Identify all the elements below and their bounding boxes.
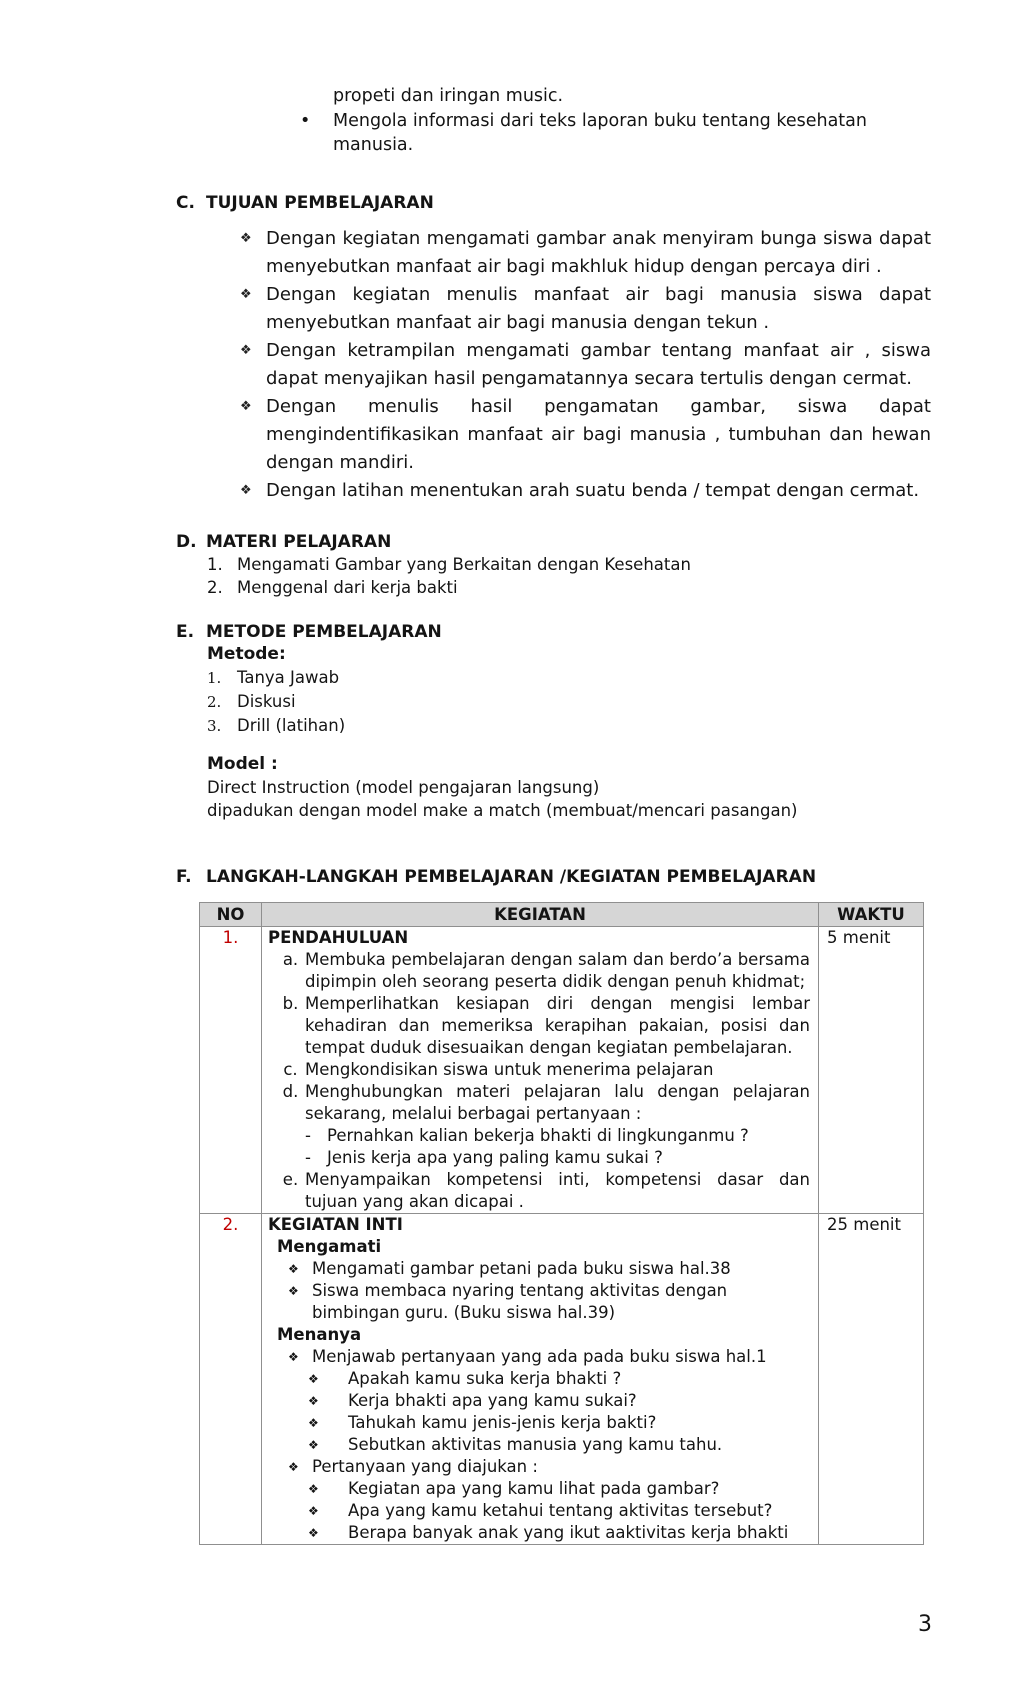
tujuan-item: [240, 477, 931, 505]
tujuan-text: Dengan menulis hasil pengamatan gambar, siswa dapat mengindentifikasikan manfaat air bagi manusia , tumbuhan dan hewan dengan mandiri.: [266, 396, 931, 473]
item-text: Kegiatan apa yang kamu lihat pada gambar?: [348, 1479, 720, 1498]
list-item: [268, 1258, 810, 1280]
dash-text: Jenis kerja apa yang paling kamu sukai ?: [327, 1148, 663, 1167]
langkah-table: [199, 902, 924, 1545]
nested-list-item: [268, 1390, 810, 1412]
item-label: d.: [282, 1082, 299, 1101]
tujuan-item: [240, 225, 931, 281]
materi-item: [207, 576, 691, 599]
item-number: 2.: [207, 578, 223, 597]
tujuan-item: [240, 393, 931, 477]
row-kegiatan: [262, 1214, 819, 1545]
item-text: Mengamati Gambar yang Berkaitan dengan Kesehatan: [237, 555, 691, 574]
section-title: TUJUAN PEMBELAJARAN: [206, 193, 434, 213]
diamond-bullet-icon: ❖: [240, 399, 252, 414]
section-title: LANGKAH-LANGKAH PEMBELAJARAN /KEGIATAN PEMBELAJARAN: [206, 867, 817, 887]
metode-item: [207, 666, 345, 690]
item-text: Menghubungkan materi pelajaran lalu dengan pelajaran sekarang, melalui berbagai pertanyaan :: [305, 1082, 810, 1123]
list-item: [268, 1059, 810, 1081]
row-waktu: 25 menit: [819, 1214, 924, 1545]
nested-list-item: [268, 1522, 810, 1544]
diamond-bullet-icon: ❖: [240, 483, 252, 498]
diamond-bullet-icon: ❖: [240, 287, 252, 302]
row-title: PENDAHULUAN: [268, 928, 409, 947]
item-text: Mengkondisikan siswa untuk menerima pelajaran: [305, 1060, 714, 1079]
metode-item: [207, 690, 345, 714]
item-number: 3.: [207, 717, 222, 735]
model-line: Direct Instruction (model pengajaran langsung): [207, 778, 600, 797]
tujuan-list: [240, 225, 931, 505]
diamond-bullet-icon: ❖: [308, 1372, 319, 1386]
item-text: Siswa membaca nyaring tentang aktivitas dengan bimbingan guru. (Buku siswa hal.39): [312, 1281, 728, 1322]
bullet-text-line: manusia.: [333, 135, 414, 155]
metode-label: Metode:: [207, 644, 286, 664]
item-text: Berapa banyak anak yang ikut aaktivitas kerja bhakti: [348, 1523, 789, 1542]
item-text: Tahukah kamu jenis-jenis kerja bakti?: [348, 1413, 657, 1432]
section-c-heading: [176, 191, 434, 215]
row-number: 2.: [200, 1214, 262, 1545]
header-waktu: WAKTU: [819, 903, 924, 927]
section-letter: D.: [176, 532, 197, 552]
row-kegiatan: [262, 927, 819, 1214]
list-item: [268, 993, 810, 1059]
list-item: [268, 1456, 810, 1478]
item-text: Pertanyaan yang diajukan :: [312, 1457, 538, 1476]
dash-icon: -: [305, 1148, 311, 1167]
list-item: [268, 1081, 810, 1125]
item-label: e.: [282, 1170, 299, 1189]
diamond-bullet-icon: ❖: [288, 1284, 299, 1298]
tujuan-text: Dengan kegiatan menulis manfaat air bagi manusia siswa dapat menyebutkan manfaat air bagi manusia dengan tekun .: [266, 284, 931, 333]
diamond-bullet-icon: ❖: [308, 1504, 319, 1518]
row-title: KEGIATAN INTI: [268, 1215, 403, 1234]
diamond-bullet-icon: ❖: [288, 1460, 299, 1474]
item-text: Memperlihatkan kesiapan diri dengan mengisi lembar kehadiran dan memeriksa kerapihan pakaian, posisi dan tempat duduk disesuaikan dengan kegiatan pembelajaran.: [305, 994, 810, 1057]
page-number: 3: [918, 1612, 932, 1637]
item-text: Menyampaikan kompetensi inti, kompetensi dasar dan tujuan yang akan dicapai .: [305, 1170, 810, 1211]
diamond-bullet-icon: ❖: [308, 1416, 319, 1430]
list-item: [268, 1346, 810, 1368]
header-no: NO: [200, 903, 262, 927]
section-letter: C.: [176, 193, 195, 213]
item-label: a.: [282, 950, 299, 969]
model-block: [207, 753, 798, 822]
list-item: [268, 1169, 810, 1213]
table-header-row: [200, 903, 924, 927]
nested-list-item: [268, 1368, 810, 1390]
nested-list-item: [268, 1500, 810, 1522]
diamond-bullet-icon: ❖: [288, 1350, 299, 1364]
materi-list: [207, 553, 691, 599]
subheading-mengamati: Mengamati: [277, 1237, 382, 1256]
section-title: MATERI PELAJARAN: [206, 532, 392, 552]
diamond-bullet-icon: ❖: [308, 1482, 319, 1496]
continuation-line: propeti dan iringan music.: [333, 86, 564, 106]
subheading-menanya: Menanya: [277, 1325, 362, 1344]
dash-text: Pernahkan kalian bekerja bhakti di lingkunganmu ?: [327, 1126, 749, 1145]
item-text: Drill (latihan): [237, 716, 346, 735]
diamond-bullet-icon: ❖: [308, 1526, 319, 1540]
header-kegiatan: KEGIATAN: [262, 903, 819, 927]
item-text: Mengamati gambar petani pada buku siswa hal.38: [312, 1259, 731, 1278]
item-text: Menggenal dari kerja bakti: [237, 578, 458, 597]
item-text: Apa yang kamu ketahui tentang aktivitas tersebut?: [348, 1501, 773, 1520]
table-row-pendahuluan: [200, 927, 924, 1214]
section-title: METODE PEMBELAJARAN: [206, 622, 442, 642]
item-number: 1.: [207, 555, 223, 574]
dash-item: [268, 1125, 810, 1147]
metode-item: [207, 714, 345, 738]
dash-item: [268, 1147, 810, 1169]
item-number: 1.: [207, 669, 222, 687]
tujuan-text: Dengan ketrampilan mengamati gambar tentang manfaat air , siswa dapat menyajikan hasil pengamatannya secara tertulis dengan cermat.: [266, 340, 931, 389]
item-text: Membuka pembelajaran dengan salam dan berdo’a bersama dipimpin oleh seorang peserta didik dengan penuh khidmat;: [305, 950, 810, 991]
tujuan-item: [240, 337, 931, 393]
section-e-heading: [176, 620, 442, 644]
metode-block: [207, 643, 345, 738]
nested-list-item: [268, 1478, 810, 1500]
diamond-bullet-icon: ❖: [240, 343, 252, 358]
tujuan-item: [240, 281, 931, 337]
model-label: Model :: [207, 754, 278, 774]
table-row-kegiatan-inti: [200, 1214, 924, 1545]
diamond-bullet-icon: ❖: [288, 1262, 299, 1276]
diamond-bullet-icon: ❖: [308, 1394, 319, 1408]
section-d-heading: [176, 530, 391, 554]
tujuan-text: Dengan latihan menentukan arah suatu benda / tempat dengan cermat.: [266, 480, 920, 501]
section-letter: F.: [176, 867, 192, 887]
item-text: Tanya Jawab: [237, 668, 340, 687]
row-waktu: 5 menit: [819, 927, 924, 1214]
continuation-bullet-item: [300, 109, 924, 157]
item-text: Sebutkan aktivitas manusia yang kamu tahu.: [348, 1435, 723, 1454]
list-item: [268, 1280, 810, 1324]
tujuan-text: Dengan kegiatan mengamati gambar anak menyiram bunga siswa dapat menyebutkan manfaat air bagi makhluk hidup dengan percaya diri .: [266, 228, 931, 277]
top-continuation: [333, 84, 925, 108]
dash-icon: -: [305, 1126, 311, 1145]
item-text: Diskusi: [237, 692, 296, 711]
model-line: dipadukan dengan model make a match (membuat/mencari pasangan): [207, 801, 798, 820]
nested-list-item: [268, 1434, 810, 1456]
item-text: Kerja bhakti apa yang kamu sukai?: [348, 1391, 637, 1410]
row-number: 1.: [200, 927, 262, 1214]
item-label: c.: [283, 1060, 298, 1079]
list-item: [268, 949, 810, 993]
nested-list-item: [268, 1412, 810, 1434]
bullet-text-line: Mengola informasi dari teks laporan buku tentang kesehatan: [333, 111, 867, 131]
item-number: 2.: [207, 693, 222, 711]
materi-item: [207, 553, 691, 576]
item-label: b.: [282, 994, 299, 1013]
section-f-heading: [176, 865, 816, 889]
item-text: Menjawab pertanyaan yang ada pada buku siswa hal.1: [312, 1347, 767, 1366]
bullet-icon: •: [300, 111, 311, 131]
section-letter: E.: [176, 622, 195, 642]
diamond-bullet-icon: ❖: [240, 231, 252, 246]
diamond-bullet-icon: ❖: [308, 1438, 319, 1452]
item-text: Apakah kamu suka kerja bhakti ?: [348, 1369, 622, 1388]
